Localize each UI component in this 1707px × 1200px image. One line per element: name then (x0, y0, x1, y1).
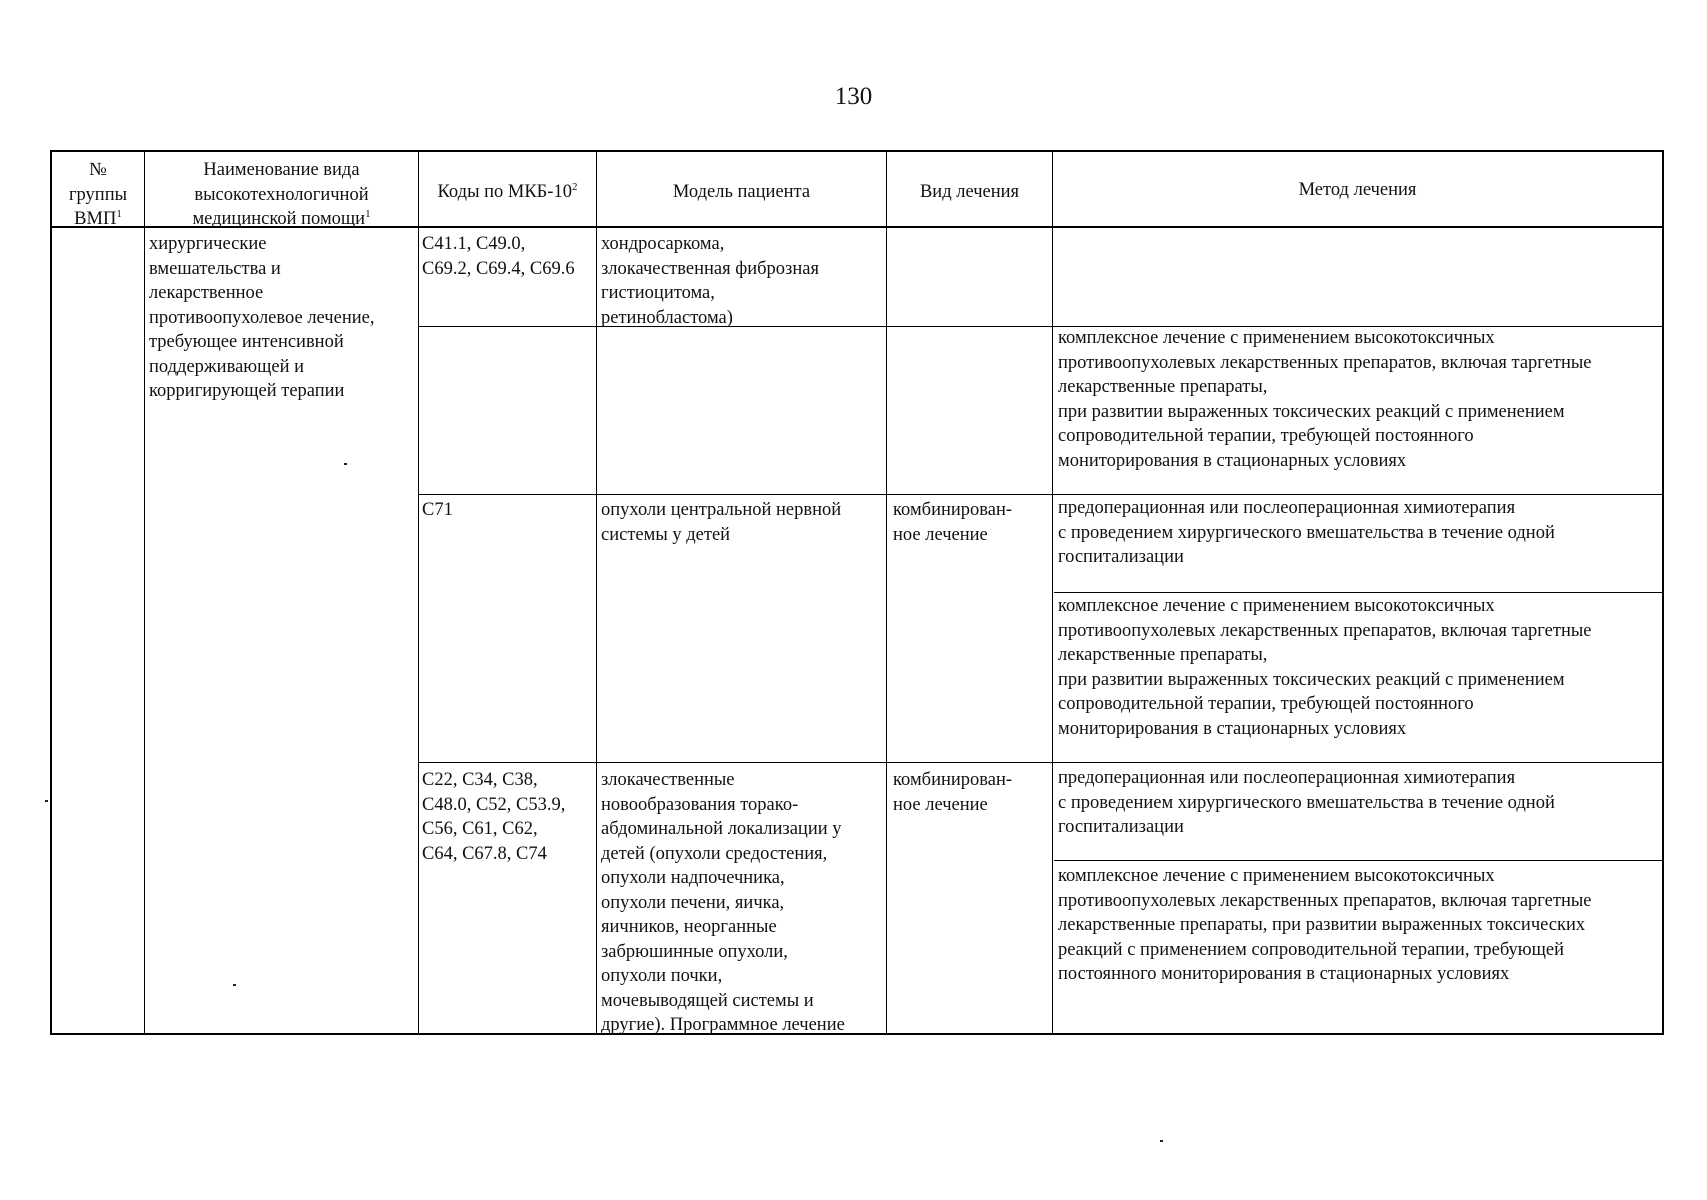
treatment-type-cell: комбинирован- ное лечение (893, 500, 1013, 545)
scan-speck (344, 463, 347, 465)
patient-model-cell: злокачественные новообразования торако- абдоминальной локализации у детей (опухоли средостения, опухоли надпочечника, опухоли печени, яичка, яичников, неорганные забрюшинные опухоли, опухоли почки, мочевыводящей системы и другие). Программное лечение (601, 770, 845, 1035)
column-divider (144, 150, 145, 1035)
row-divider (418, 494, 1664, 495)
header-care-type: Наименование вида высокотехнологичной медицинской помощи$^1$ (192, 160, 371, 229)
row-divider (418, 762, 1664, 763)
table-left-border (50, 150, 52, 1035)
row-divider (1054, 592, 1664, 593)
treatment-method-cell: предоперационная или послеоперационная химиотерапия с проведением хирургического вмешательства в течение одной госпитализации (1058, 498, 1555, 567)
column-divider (596, 150, 597, 1035)
patient-model-cell: опухоли центральной нервной системы у детей (601, 500, 842, 545)
treatment-method-cell: комплексное лечение с применением высокотоксичных противоопухолевых лекарственных препаратов, включая таргетные лекарственные препараты, при развитии выраженных токсических реакций с применением сопроводительной терапии, требующей постоянного мониторирования в стационарных условиях (1058, 328, 1592, 471)
header-treatment-method: Метод лечения (1298, 180, 1417, 200)
icd-codes-cell: C22, C34, C38, C48.0, C52, C53.9, C56, C61, C62, C64, C67.8, C74 (422, 770, 566, 864)
scan-speck (45, 800, 48, 802)
treatment-type-cell: комбинирован- ное лечение (893, 770, 1013, 815)
treatment-method-cell: предоперационная или послеоперационная химиотерапия с проведением хирургического вмешательства в течение одной госпитализации (1058, 768, 1555, 837)
row-divider (1054, 860, 1664, 861)
column-divider (418, 150, 419, 1035)
icd-codes-cell: C41.1, C49.0, C69.2, C69.4, C69.6 (422, 234, 575, 279)
column-divider (1052, 150, 1053, 1035)
table-right-border (1662, 150, 1664, 1035)
care-type-text: хирургические вмешательства и лекарственное противоопухолевое лечение, требующее интенсивной поддерживающей и корригирующей терапии (149, 234, 375, 401)
header-treatment-type: Вид лечения (919, 182, 1020, 202)
scan-speck (1160, 1140, 1163, 1142)
patient-model-cell: хондросаркома, злокачественная фиброзная гистиоцитома, ретинобластома) (601, 234, 819, 328)
table-top-border (50, 150, 1664, 152)
column-divider (886, 150, 887, 1035)
icd-codes-cell: C71 (422, 500, 453, 520)
page-number: 130 (834, 83, 873, 110)
header-group-number: № группы ВМП$^1$ (68, 160, 128, 229)
treatment-method-cell: комплексное лечение с применением высокотоксичных противоопухолевых лекарственных препаратов, включая таргетные лекарственные препараты, при развитии выраженных токсических реакций с применением сопроводительной терапии, требующей постоянного мониторирования в стационарных условиях (1058, 866, 1592, 984)
scan-speck (233, 984, 236, 986)
header-icd-codes: Коды по МКБ-$10^2$ (437, 180, 578, 202)
treatment-method-cell: комплексное лечение с применением высокотоксичных противоопухолевых лекарственных препаратов, включая таргетные лекарственные препараты, при развитии выраженных токсических реакций с применением сопроводительной терапии, требующей постоянного мониторирования в стационарных условиях (1058, 596, 1592, 739)
header-patient-model: Модель пациента (672, 182, 811, 202)
